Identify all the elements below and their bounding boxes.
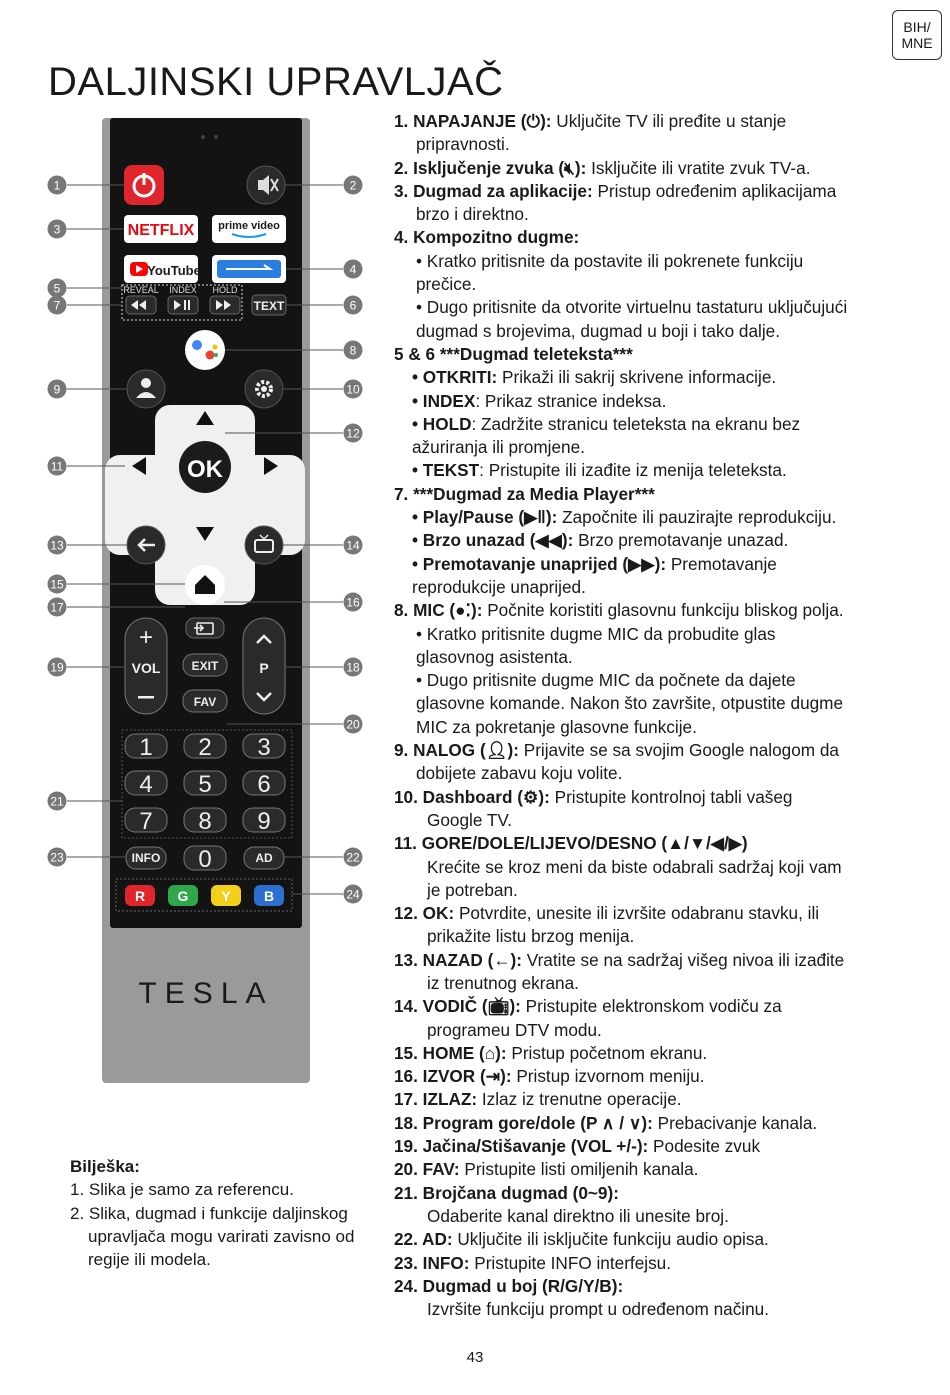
legend-text: : Pristupite ili izađite iz menija teleteksta. bbox=[479, 460, 787, 481]
legend-text: ): bbox=[510, 949, 522, 970]
legend-text: Pristupite listi omiljenih kanala. bbox=[459, 1159, 699, 1180]
note-item-2: 2. Slika, dugmad i funkcije daljinskog upravljača mogu varirati zavisno od regije ili modela. bbox=[70, 1203, 355, 1270]
callout-number: 10 bbox=[346, 382, 360, 397]
legend-line: pripravnosti. bbox=[416, 134, 510, 155]
legend-text: Premotavanje bbox=[666, 553, 777, 574]
callout-number: 14 bbox=[346, 538, 360, 553]
callout-number: 3 bbox=[53, 222, 61, 237]
legend-item-5-6 bbox=[394, 343, 914, 366]
plus-icon: + bbox=[138, 624, 154, 651]
legend-text: ): bbox=[507, 740, 519, 761]
region-tag-line1: BIH/ bbox=[903, 19, 931, 35]
play-pause-button[interactable] bbox=[168, 296, 198, 314]
callout-number: 18 bbox=[346, 660, 360, 675]
legend-line bbox=[394, 366, 914, 389]
page-title: DALJINSKI UPRAVLJAČ bbox=[48, 60, 504, 104]
remote-shape bbox=[184, 300, 186, 310]
power-icon: ⏻ bbox=[526, 111, 541, 131]
assistant-button[interactable] bbox=[185, 330, 225, 370]
mic-hole-2 bbox=[214, 135, 218, 139]
legend-item-1 bbox=[394, 110, 914, 133]
netflix-label: NETFLIX bbox=[127, 222, 195, 239]
legend-text: ): bbox=[470, 600, 483, 621]
note-heading: Bilješka: bbox=[70, 1157, 140, 1176]
legend-line: MIC za pokretanje glasovne funkcije. bbox=[416, 716, 697, 737]
legend-line bbox=[394, 529, 914, 552]
callout-number: 20 bbox=[346, 717, 360, 732]
legend-item-17 bbox=[394, 1088, 914, 1111]
legend-item-16 bbox=[394, 1065, 914, 1088]
legend-item-21 bbox=[394, 1182, 914, 1205]
legend-line: prikažite listu brzog menija. bbox=[427, 926, 635, 947]
legend-text: 12. OK: bbox=[394, 903, 455, 924]
digit-label: 4 bbox=[139, 771, 153, 798]
callout-number: 15 bbox=[50, 577, 64, 592]
digit-label: 1 bbox=[139, 734, 153, 761]
callout-number: 17 bbox=[50, 600, 64, 615]
input-source-icon: ⇥ bbox=[485, 1066, 501, 1087]
legend-item-19 bbox=[394, 1135, 914, 1158]
hold-label: HOLD bbox=[212, 285, 238, 295]
legend-line: dugmad s brojevima, dugmad u boji i tako dalje. bbox=[416, 320, 781, 341]
legend-text: Potvrdite, unesite ili izvršite odabranu stavku, ili bbox=[454, 903, 820, 924]
legend-text: 17. IZLAZ: bbox=[394, 1089, 478, 1110]
p-label: P bbox=[259, 660, 269, 676]
legend-text: ): bbox=[495, 1042, 507, 1063]
digit-label: 0 bbox=[198, 846, 212, 873]
legend-text: 15. HOME ( bbox=[394, 1042, 485, 1063]
play-pause-icon: ▶ǁ bbox=[524, 507, 546, 528]
callout-number: 11 bbox=[50, 459, 64, 474]
legend-text: : Prikaz stranice indeksa. bbox=[475, 390, 667, 411]
rewind-icon: ◀◀ bbox=[535, 530, 562, 551]
legend-text: ): bbox=[654, 553, 667, 574]
legend-item-18 bbox=[394, 1112, 914, 1135]
legend-item-2 bbox=[394, 157, 914, 180]
legend-line: • Dugo pritisnite da otvorite virtuelnu tastaturu uključujući bbox=[416, 297, 848, 318]
legend-text: 8. MIC ( bbox=[394, 600, 456, 621]
callout-number: 22 bbox=[346, 850, 360, 865]
legend-line: je potreban. bbox=[427, 879, 518, 900]
legend-text: ): bbox=[574, 157, 587, 178]
digit-label: 2 bbox=[198, 734, 212, 761]
legend-text: 14. VODIČ ( bbox=[394, 996, 488, 1017]
legend-text: 9. NALOG ( bbox=[394, 740, 486, 761]
reveal-label: REVEAL bbox=[123, 285, 159, 295]
vol-label: VOL bbox=[131, 660, 161, 676]
digit-label: 6 bbox=[257, 771, 271, 798]
legend-line: Google TV. bbox=[427, 809, 513, 830]
legend-text: Uključite ili isključite funkciju audio opisa. bbox=[452, 1229, 769, 1250]
legend-text: Pristupite INFO interfejsu. bbox=[469, 1252, 671, 1273]
legend-item-4 bbox=[394, 226, 914, 249]
legend-text: Prebacivanje kanala. bbox=[652, 1112, 818, 1133]
legend-text: 7. ***Dugmad za Media Player*** bbox=[394, 483, 655, 504]
remote-shape bbox=[261, 386, 267, 392]
legend-line: ažuriranja ili promjene. bbox=[412, 437, 585, 458]
color-key-label: Y bbox=[221, 888, 231, 904]
legend-text: 18. Program gore/dole (P bbox=[394, 1112, 598, 1133]
legend-text: 10. Dashboard ( bbox=[394, 786, 523, 807]
note-item-1: 1. Slika je samo za referencu. bbox=[70, 1180, 294, 1200]
legend-text: Uključite TV ili pređite u stanje bbox=[551, 111, 787, 131]
legend-text: • HOLD bbox=[412, 413, 472, 434]
legend-text: • Play/Pause ( bbox=[412, 507, 525, 528]
legend-text: Prikaži ili sakrij skrivene informacije. bbox=[497, 367, 777, 388]
legend-text: Pristupite kontrolnoj tabli vašeg bbox=[549, 786, 793, 807]
legend-text: 22. AD: bbox=[394, 1229, 453, 1250]
legend-line: iz trenutnog ekrana. bbox=[427, 972, 579, 993]
legend-item-9 bbox=[394, 739, 914, 762]
tv-guide-icon: 📺︎ bbox=[487, 996, 510, 1017]
digit-label: 8 bbox=[198, 808, 212, 835]
page-number: 43 bbox=[466, 1349, 484, 1366]
legend-line: dobijete zabavu koju volite. bbox=[416, 763, 623, 784]
legend-item-8 bbox=[394, 599, 914, 622]
digit-label: 3 bbox=[257, 734, 271, 761]
legend-line: brzo i direktno. bbox=[416, 204, 529, 225]
legend-text: 21. Brojčana dugmad (0~9): bbox=[394, 1182, 619, 1203]
mic-hole-1 bbox=[201, 135, 205, 139]
legend-item-10 bbox=[394, 786, 914, 809]
legend-text: 13. NAZAD ( bbox=[394, 949, 494, 970]
legend-text: 24. Dugmad u boj (R/G/Y/B): bbox=[394, 1275, 624, 1296]
legend-item-14 bbox=[394, 995, 914, 1018]
legend-text: Podesite zvuk bbox=[648, 1136, 761, 1157]
index-label: INDEX bbox=[169, 285, 197, 295]
legend-line: programeu DTV modu. bbox=[427, 1019, 602, 1040]
color-key-label: G bbox=[177, 888, 189, 904]
home-icon: ⌂ bbox=[484, 1042, 496, 1063]
callout-number: 13 bbox=[50, 538, 64, 553]
callout-number: 4 bbox=[349, 262, 357, 277]
legend-text: • OTKRITI: bbox=[412, 367, 498, 388]
legend-text: Pristup izvornom meniju. bbox=[511, 1066, 705, 1087]
color-key-label: R bbox=[134, 888, 146, 904]
legend-text: Počnite koristiti glasovnu funkciju bliskog polja. bbox=[482, 600, 844, 621]
legend-text: ): bbox=[509, 996, 521, 1017]
legend-item-3 bbox=[394, 180, 914, 203]
legend-item-24 bbox=[394, 1275, 914, 1298]
assistant-icon: ●⁚ bbox=[455, 600, 471, 621]
account-button[interactable] bbox=[127, 370, 165, 408]
callout-number: 6 bbox=[349, 298, 357, 313]
legend-text: Pristup određenim aplikacijama bbox=[592, 180, 837, 201]
legend-text: Brzo premotavanje unazad. bbox=[573, 530, 789, 551]
legend-text: • Brzo unazad ( bbox=[412, 530, 536, 551]
legend-text: ): bbox=[561, 530, 574, 551]
color-key-label: B bbox=[263, 888, 275, 904]
digit-label: 7 bbox=[139, 808, 153, 835]
gear-icon: ⚙ bbox=[522, 786, 539, 807]
legend-line: reprodukcije unaprijed. bbox=[412, 576, 586, 597]
callout-number: 9 bbox=[53, 382, 61, 397]
fast-forward-icon: ▶▶ bbox=[628, 553, 655, 574]
text-button-label: TEXT bbox=[253, 299, 285, 313]
chevron-up-down-icon: ∧ / ∨ bbox=[597, 1112, 642, 1133]
assistant-icon bbox=[192, 340, 202, 350]
legend-line bbox=[394, 390, 914, 413]
callout-number: 1 bbox=[53, 178, 61, 193]
callout-number: 5 bbox=[53, 281, 61, 296]
legend-text: • Premotavanje unaprijed ( bbox=[412, 553, 629, 574]
guide-button[interactable] bbox=[245, 526, 283, 564]
region-tag-line2: MNE bbox=[901, 35, 933, 51]
ok-label: OK bbox=[187, 456, 223, 483]
account-icon bbox=[141, 378, 151, 388]
prime-video-label: prime video bbox=[218, 220, 280, 232]
legend-item-23 bbox=[394, 1252, 914, 1275]
remote-illustration bbox=[40, 115, 380, 1085]
legend-item-12 bbox=[394, 902, 914, 925]
callout-number: 12 bbox=[346, 426, 360, 441]
legend-item-22 bbox=[394, 1228, 914, 1251]
legend-line bbox=[394, 413, 914, 436]
legend-text: ): bbox=[538, 786, 550, 807]
callout-number: 8 bbox=[349, 343, 357, 358]
account-icon: 👤︎ bbox=[485, 740, 508, 761]
callout-number: 19 bbox=[50, 660, 64, 675]
legend-line bbox=[394, 506, 914, 529]
callout-number: 21 bbox=[50, 794, 64, 809]
legend-item-13 bbox=[394, 949, 914, 972]
legend-text: Isključite ili vratite zvuk TV-a. bbox=[586, 157, 811, 178]
remote-shape bbox=[188, 300, 190, 310]
region-tag bbox=[892, 10, 942, 60]
legend-text: • INDEX bbox=[412, 390, 476, 411]
callout-number: 16 bbox=[346, 595, 360, 610]
legend-text: Prijavite se sa svojim Google nalogom da bbox=[518, 740, 839, 761]
legend-text: ): bbox=[500, 1066, 512, 1087]
legend-text: ): bbox=[540, 111, 552, 131]
digit-label: 5 bbox=[198, 771, 212, 798]
legend-line: glasovnog asistenta. bbox=[416, 646, 573, 667]
mute-icon: 🔇︎ bbox=[564, 157, 575, 178]
legend-list bbox=[394, 110, 914, 1321]
legend-line: Krećite se kroz meni da biste odabrali sadržaj koji vam bbox=[427, 856, 842, 877]
fav-label: FAV bbox=[193, 695, 217, 709]
digit-label: 9 bbox=[257, 808, 271, 835]
remote-shape bbox=[213, 345, 218, 350]
callout-number: 23 bbox=[50, 850, 64, 865]
legend-text: 5 & 6 ***Dugmad teleteksta*** bbox=[394, 343, 633, 364]
minus-icon bbox=[138, 696, 154, 699]
legend-item-15 bbox=[394, 1042, 914, 1065]
legend-text: ): bbox=[545, 507, 558, 528]
remote-shape bbox=[206, 351, 215, 360]
legend-text: 2. Isključenje zvuka ( bbox=[394, 157, 565, 178]
legend-line: Odaberite kanal direktno ili unesite broj. bbox=[427, 1205, 729, 1226]
legend-text: ): bbox=[641, 1112, 653, 1133]
ad-label: AD bbox=[255, 851, 273, 865]
legend-text: 4. Kompozitno dugme: bbox=[394, 227, 580, 248]
callout-number: 7 bbox=[53, 298, 61, 313]
legend-line: prečice. bbox=[416, 274, 477, 295]
legend-text: 1. NAPAJANJE ( bbox=[394, 111, 527, 131]
info-label: INFO bbox=[131, 851, 161, 865]
legend-text: Započnite ili pauzirajte reprodukciju. bbox=[557, 507, 837, 528]
legend-line: • Dugo pritisnite dugme MIC da počnete da dajete bbox=[416, 670, 796, 691]
legend-text: Pristupite elektronskom vodiču za bbox=[520, 996, 782, 1017]
legend-text: Vratite se na sadržaj višeg nivoa ili izađite bbox=[521, 949, 845, 970]
legend-line: glasovne komande. Nakon što završite, otpustite dugme bbox=[416, 693, 844, 714]
note-box bbox=[70, 1155, 390, 1271]
tesla-logo: TESLA bbox=[138, 977, 274, 1010]
legend-item-20 bbox=[394, 1158, 914, 1181]
callout-number: 24 bbox=[346, 887, 360, 902]
youtube-label: YouTube bbox=[147, 263, 201, 278]
legend-line: • Kratko pritisnite da postavite ili pokrenete funkciju bbox=[416, 250, 804, 271]
legend-text: 20. FAV: bbox=[394, 1159, 460, 1180]
legend-text: • TEKST bbox=[412, 460, 480, 481]
legend-line: • Kratko pritisnite dugme MIC da probudite glas bbox=[416, 623, 776, 644]
legend-text: 16. IZVOR ( bbox=[394, 1066, 486, 1087]
legend-item-11 bbox=[394, 832, 914, 855]
legend-text: 19. Jačina/Stišavanje (VOL +/-): bbox=[394, 1136, 649, 1157]
legend-text: : Zadržite stranicu teleteksta na ekranu bez bbox=[471, 413, 801, 434]
legend-line: Izvršite funkciju prompt u određenom načinu. bbox=[427, 1299, 770, 1320]
remote-svg bbox=[40, 115, 380, 1085]
exit-label: EXIT bbox=[191, 659, 219, 673]
back-arrow-icon: ← bbox=[493, 949, 511, 970]
legend-text: Izlaz iz trenutne operacije. bbox=[477, 1089, 682, 1110]
legend-text: 11. GORE/DOLE/LIJEVO/DESNO (▲/▼/◀/▶) bbox=[394, 833, 748, 854]
legend-line bbox=[394, 553, 914, 576]
legend-line bbox=[394, 459, 914, 482]
legend-text: Pristup početnom ekranu. bbox=[506, 1042, 708, 1063]
input-button[interactable] bbox=[186, 618, 224, 638]
legend-text: 23. INFO: bbox=[394, 1252, 470, 1273]
callout-number: 2 bbox=[349, 178, 357, 193]
legend-text: 3. Dugmad za aplikacije: bbox=[394, 180, 593, 201]
legend-item-7 bbox=[394, 483, 914, 506]
remote-shape bbox=[214, 353, 218, 357]
